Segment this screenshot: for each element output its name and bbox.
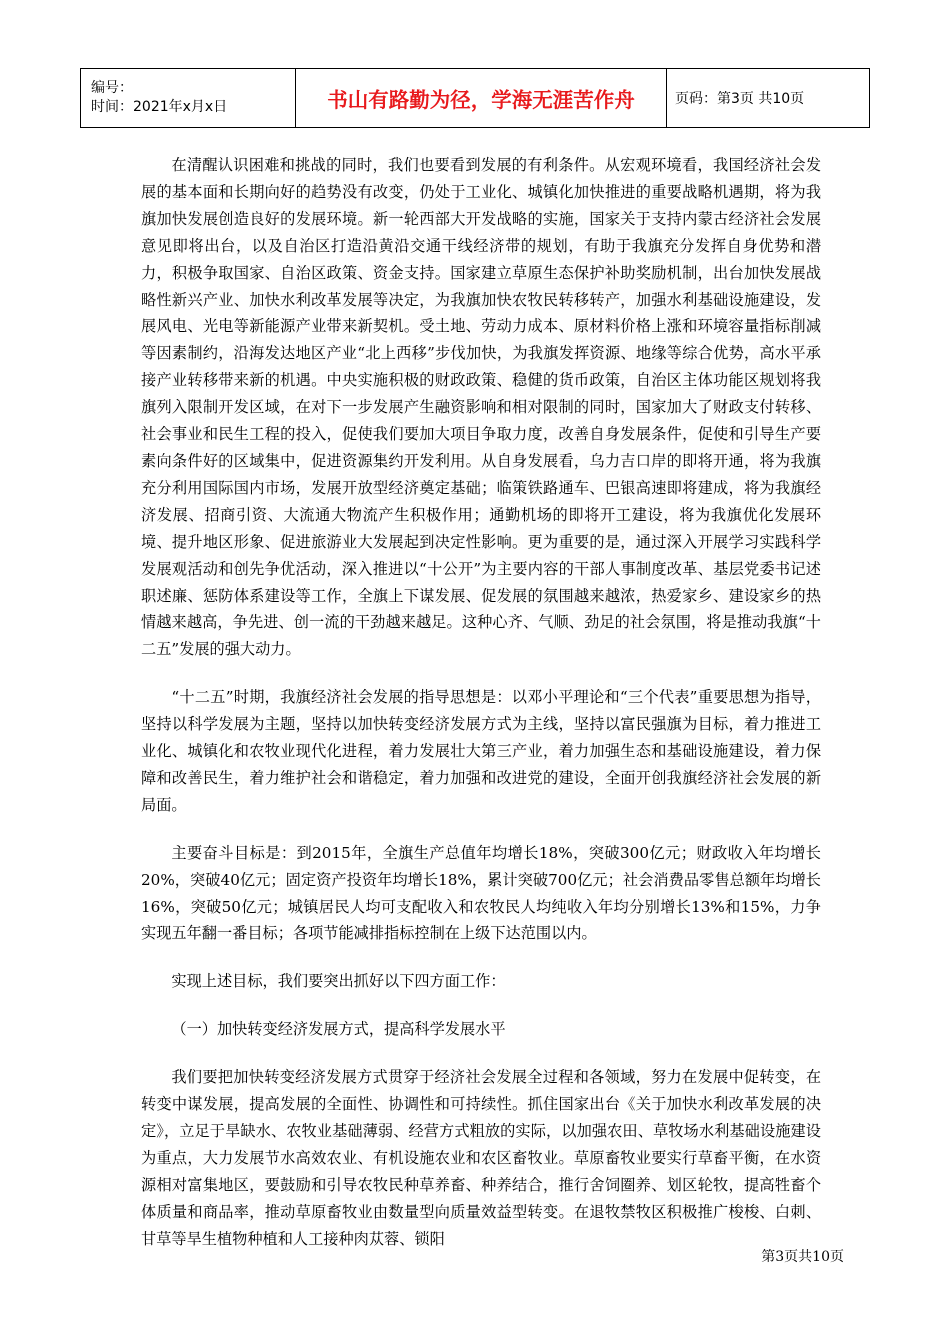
- document-number-label: 编号：: [91, 80, 133, 96]
- paragraph-main-goals: 主要奋斗目标是：到2015年，全旗生产总值年均增长18%，突破300亿元；财政收入年均增长20%，突破40亿元；固定资产投资年均增长18%，累计突破700亿元；社会消费品零售总额年均增长16%，突破50亿元；城镇居民人均可支配收入和农牧民人均纯收入年均分别增长13%和15%，力争实现五年翻一番目标；各项节能减排指标控制在上级下达范围以内。: [141, 843, 821, 943]
- header-motto: 书山有路勤为径，学海无涯苦作舟: [296, 69, 667, 128]
- document-body: [141, 152, 821, 1274]
- paragraph-guiding-thought: “十二五”时期，我旗经济社会发展的指导思想是：以邓小平理论和“三个代表”重要思想为指导，坚持以科学发展为主题，坚持以加快转变经济发展方式为主线，坚持以富民强旗为目标，着力推进工业化、城镇化和农牧业现代化进程，着力发展壮大第三产业，着力加强生态和基础设施建设，着力保障和改善民生，着力维护社会和谐稳定，着力加强和改进党的建设，全面开创我旗经济社会发展的新局面。: [141, 688, 821, 814]
- paragraph-four-tasks: 实现上述目标，我们要突出抓好以下四方面工作：: [171, 972, 506, 991]
- header-info-cell: [81, 69, 296, 128]
- header-page-label: 页码：第3页 共10页: [667, 69, 870, 128]
- footer-page-number: 第3页共10页: [761, 1249, 844, 1265]
- section-heading-one: （一）加快转变经济发展方式，提高科学发展水平: [171, 1020, 506, 1039]
- paragraph-favorable-conditions: 在清醒认识困难和挑战的同时，我们也要看到发展的有利条件。从宏观环境看，我国经济社会发展的基本面和长期向好的趋势没有改变，仍处于工业化、城镇化加快推进的重要战略机遇期，将为我旗加快发展创造良好的发展环境。新一轮西部大开发战略的实施，国家关于支持内蒙古经济社会发展意见即将出台，以及自治区打造沿黄沿交通干线经济带的规划，有助于我旗充分发挥自身优势和潜力，积极争取国家、自治区政策、资金支持。国家建立草原生态保护补助奖励机制，出台加快发展战略性新兴产业、加快水利改革发展等决定，为我旗加快农牧民转移转产，加强水利基础设施建设，发展风电、光电等新能源产业带来新契机。受土地、劳动力成本、原材料价格上涨和环境容量指标削减等因素制约，沿海发达地区产业“北上西移”步伐加快，为我旗发挥资源、地缘等综合优势，高水平承接产业转移带来新的机遇。中央实施积极的财政政策、稳健的货币政策，自治区主体功能区规划将我旗列入限制开发区域，在对下一步发展产生融资影响和相对限制的同时，国家加大了财政支付转移、社会事业和民生工程的投入，促使我们要加大项目争取力度，改善自身发展条件，促使和引导生产要素向条件好的区域集中，促进资源集约开发利用。从自身发展看，乌力吉口岸的即将开通，将为我旗充分利用国际国内市场，发展开放型经济奠定基础；临策铁路通车、巴银高速即将建成，将为我旗经济发展、招商引资、大流通大物流产生积极作用；通勤机场的即将开工建设，将为我旗优化发展环境、提升地区形象、促进旅游业大发展起到决定性影响。更为重要的是，通过深入开展学习实践科学发展观活动和创先争优活动，深入推进以“十公开”为主要内容的干部人事制度改革、基层党委书记述职述廉、惩防体系建设等工作，全旗上下谋发展、促发展的氛围越来越浓，热爱家乡、建设家乡的热情越来越高，争先进、创一流的干劲越来越足。这种心齐、气顺、劲足的社会氛围，将是推动我旗“十二五”发展的强大动力。: [141, 156, 821, 659]
- document-date-label: 时间：2021年x月x日: [91, 99, 228, 115]
- paragraph-transform-development: 我们要把加快转变经济发展方式贯穿于经济社会发展全过程和各领域，努力在发展中促转变，在转变中谋发展，提高发展的全面性、协调性和可持续性。抓住国家出台《关于加快水利改革发展的决定》，立足于旱缺水、农牧业基础薄弱、经营方式粗放的实际，以加强农田、草牧场水利基础设施建设为重点，大力发展节水高效农业、有机设施农业和农区畜牧业。草原畜牧业要实行草畜平衡，在水资源相对富集地区，要鼓励和引导农牧民种草养畜、种养结合，推行舍饲圈养、划区轮牧，提高牲畜个体质量和商品率，推动草原畜牧业由数量型向质量效益型转变。在退牧禁牧区积极推广梭梭、白刺、甘草等旱生植物种植和人工接种肉苁蓉、锁阳: [141, 1068, 821, 1248]
- header-table: [80, 68, 870, 128]
